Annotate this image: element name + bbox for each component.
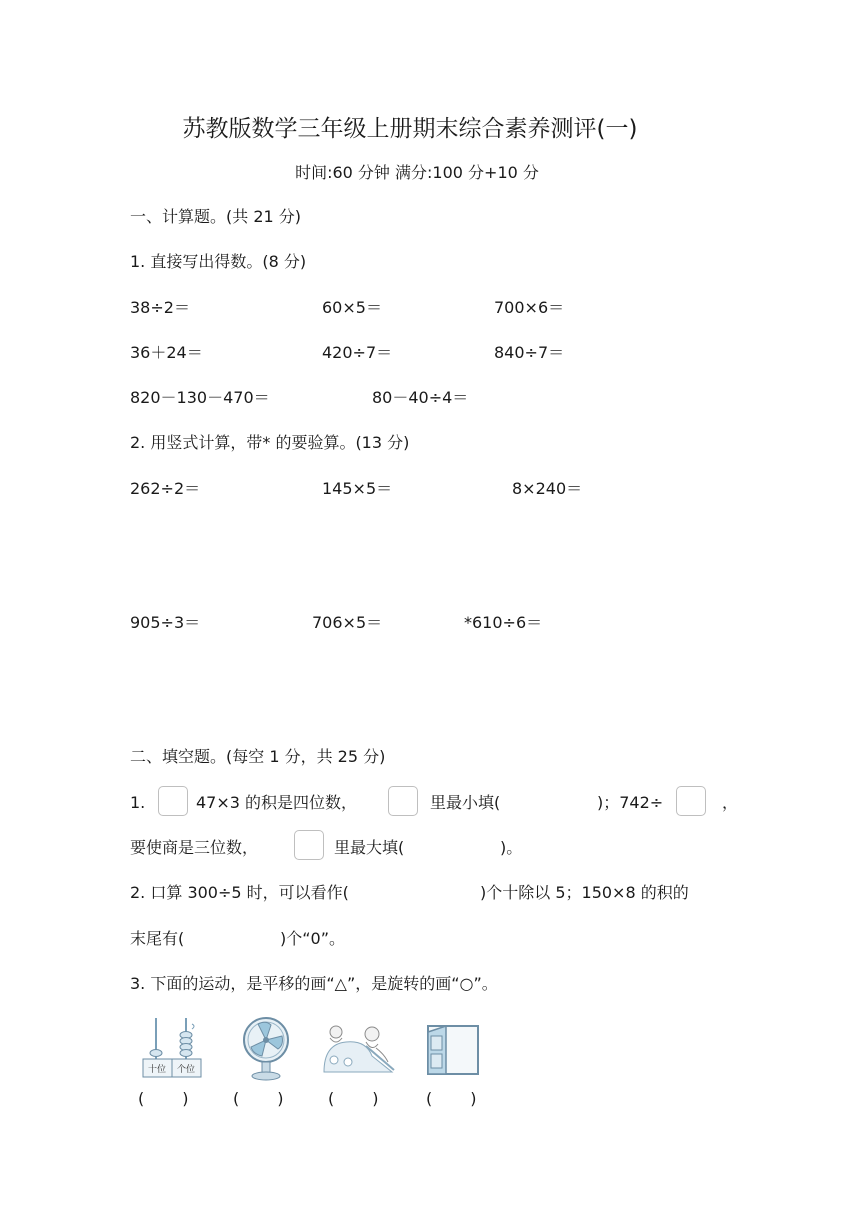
calc-item: 700×6＝ <box>494 298 565 317</box>
digit-box[interactable] <box>388 786 418 816</box>
calc-item: 36＋24＝ <box>130 343 203 362</box>
answer-blank[interactable] <box>138 1089 189 1108</box>
vertical-calc-item: *610÷6＝ <box>464 613 543 632</box>
fill-q1-text-a: 47×3 的积是四位数， <box>196 793 358 812</box>
door-picture <box>422 1022 484 1078</box>
fill-q2-line1-b: )个十除以 5；150×8 的积的 <box>480 883 689 902</box>
slide-picture <box>320 1022 396 1078</box>
page-title: 苏教版数学三年级上册期末综合素养测评(一) <box>182 116 638 142</box>
fill-q2-line1-a: 2. 口算 300÷5 时，可以看作( <box>130 883 349 902</box>
section-1-q1-label: 1. 直接写出得数。(8 分) <box>130 252 307 271</box>
section-1-q2-label: 2. 用竖式计算，带* 的要验算。(13 分) <box>130 433 410 452</box>
fill-q1-text-b: 里最小填( <box>430 793 501 812</box>
fill-q1-text-d: ， <box>722 793 739 812</box>
calc-item: 840÷7＝ <box>494 343 565 362</box>
open-paren: ( <box>138 1089 145 1108</box>
fill-q3-label: 3. 下面的运动，是平移的画“△”，是旋转的画“○”。 <box>130 974 498 993</box>
close-paren: ) <box>182 1089 189 1108</box>
abacus-picture <box>140 1016 204 1080</box>
answer-blank[interactable] <box>233 1089 284 1108</box>
calc-item: 38÷2＝ <box>130 298 190 317</box>
open-paren: ( <box>233 1089 240 1108</box>
abacus-label-tens: 十位 <box>147 1065 167 1075</box>
vertical-calc-item: 262÷2＝ <box>130 479 201 498</box>
close-paren: ) <box>372 1089 379 1108</box>
electric-fan-picture <box>238 1016 294 1082</box>
section-1-heading: 一、计算题。(共 21 分) <box>130 207 302 226</box>
fill-q1-line2-a: 要使商是三位数， <box>130 838 259 857</box>
vertical-calc-item: 905÷3＝ <box>130 613 201 632</box>
answer-blank[interactable] <box>328 1089 379 1108</box>
vertical-calc-item: 706×5＝ <box>312 613 383 632</box>
calc-item: 80－40÷4＝ <box>372 388 469 407</box>
close-paren: ) <box>470 1089 477 1108</box>
digit-box[interactable] <box>294 830 324 860</box>
calc-item: 820－130－470＝ <box>130 388 270 407</box>
calc-item: 60×5＝ <box>322 298 382 317</box>
fill-q1-line2-b: 里最大填( <box>334 838 405 857</box>
section-2-heading: 二、填空题。(每空 1 分，共 25 分) <box>130 747 386 766</box>
answer-blank[interactable] <box>426 1089 477 1108</box>
open-paren: ( <box>328 1089 335 1108</box>
vertical-calc-item: 145×5＝ <box>322 479 393 498</box>
open-paren: ( <box>426 1089 433 1108</box>
digit-box[interactable] <box>676 786 706 816</box>
vertical-calc-item: 8×240＝ <box>512 479 583 498</box>
digit-box[interactable] <box>158 786 188 816</box>
fill-q1-line2-c: )。 <box>500 838 523 857</box>
fill-q1-text-c: )；742÷ <box>597 793 664 812</box>
close-paren: ) <box>277 1089 284 1108</box>
fill-q2-line2-a: 末尾有( <box>130 929 185 948</box>
page-subtitle: 时间:60 分钟 满分:100 分+10 分 <box>295 163 539 182</box>
calc-item: 420÷7＝ <box>322 343 393 362</box>
fill-q1-number: 1. <box>130 793 146 812</box>
fill-q2-line2-b: )个“0”。 <box>280 929 346 948</box>
abacus-label-ones: 个位 <box>176 1065 196 1075</box>
